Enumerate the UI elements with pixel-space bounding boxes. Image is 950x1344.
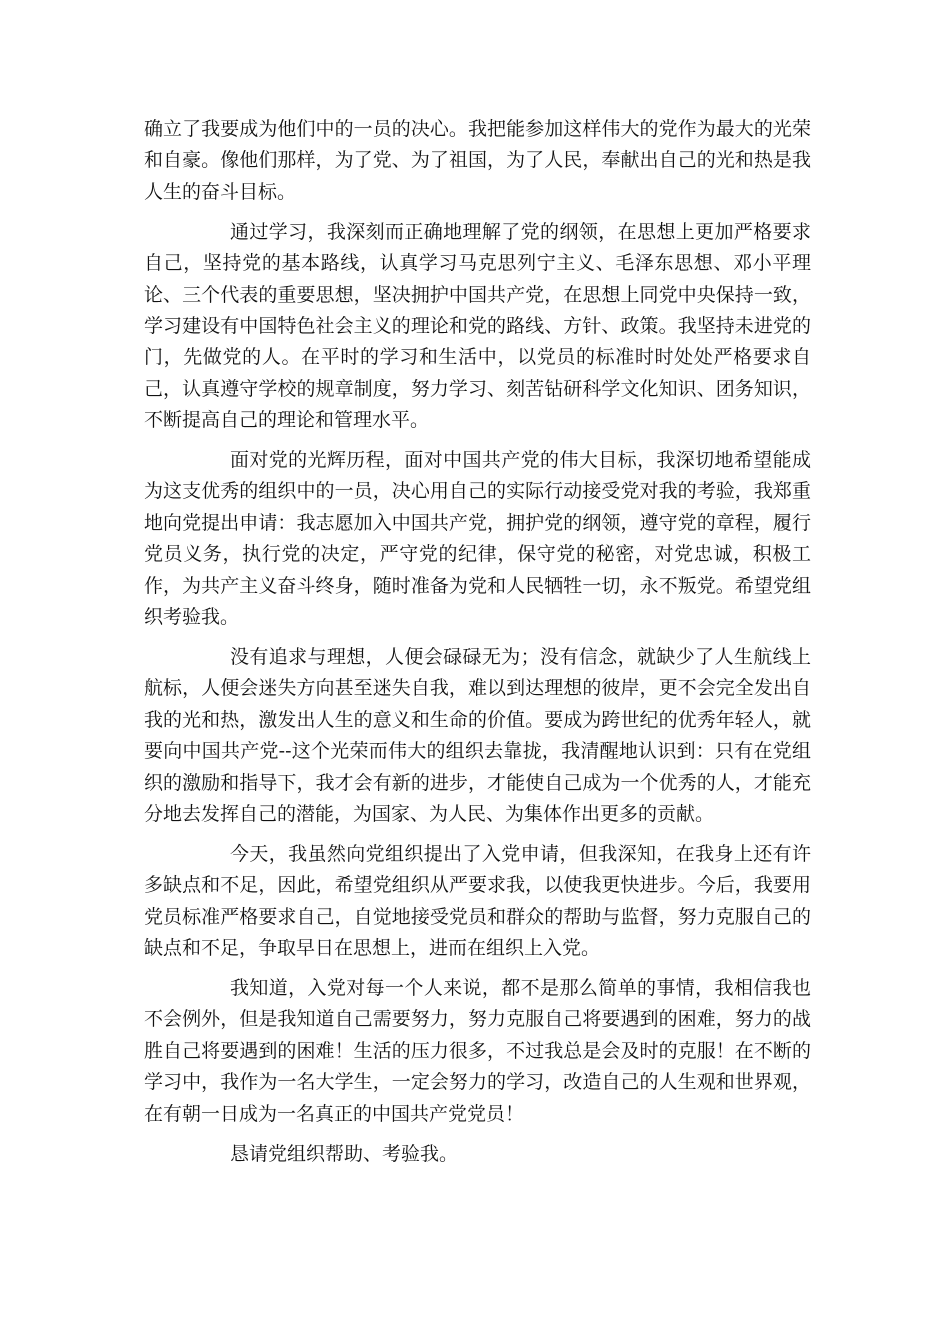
paragraph-shortcomings: 今天，我虽然向党组织提出了入党申请，但我深知，在我身上还有许多缺点和不足，因此，希望党组织从严要求我，以使我更快进步。今后，我要用党员标准严格要求自己，自觉地接受党员和群众的帮助与监督，努力克服自己的缺点和不足，争取早日在思想上，进而在组织上入党。	[144, 842, 811, 960]
paragraph-application: 面对党的光辉历程，面对中国共产党的伟大目标，我深切地希望能成为这支优秀的组织中的一员，决心用自己的实际行动接受党对我的考验，我郑重地向党提出申请：我志愿加入中国共产党，拥护党的纲领，遵守党的章程，履行党员义务，执行党的决定，严守党的纪律，保守党的秘密，对党忠诚，积极工作，为共产主义奋斗终身，随时准备为党和人民牺牲一切，永不叛党。希望党组织考验我。	[144, 449, 811, 629]
document-body	[144, 114, 811, 1179]
paragraph-closing: 恳请党组织帮助、考验我。	[230, 1142, 459, 1165]
paragraph-commitment: 我知道，入党对每一个人来说，都不是那么简单的事情，我相信我也不会例外，但是我知道自己需要努力，努力克服自己将要遇到的困难，努力的战胜自己将要遇到的困难！生活的压力很多，不过我总是会及时的克服！在不断的学习中，我作为一名大学生，一定会努力的学习，改造自己的人生观和世界观，在有朝一日成为一名真正的中国共产党党员！	[144, 977, 811, 1125]
paragraph-study: 通过学习，我深刻而正确地理解了党的纲领，在思想上更加严格要求自己，坚持党的基本路线，认真学习马克思列宁主义、毛泽东思想、邓小平理论、三个代表的重要思想，坚决拥护中国共产党，在思想上同党中央保持一致，学习建设有中国特色社会主义的理论和党的路线、方针、政策。我坚持未进党的门，先做党的人。在平时的学习和生活中，以党员的标准时时处处严格要求自己，认真遵守学校的规章制度，努力学习、刻苦钻研科学文化知识、团务知识，不断提高自己的理论和管理水平。	[144, 220, 811, 432]
paragraph-continuation: 确立了我要成为他们中的一员的决心。我把能参加这样伟大的党作为最大的光荣和自豪。像他们那样，为了党、为了祖国，为了人民，奉献出自己的光和热是我人生的奋斗目标。	[144, 118, 811, 203]
paragraph-ideals: 没有追求与理想，人便会碌碌无为；没有信念，就缺少了人生航线上航标，人便会迷失方向甚至迷失自我，难以到达理想的彼岸，更不会完全发出自我的光和热，激发出人生的意义和生命的价值。要成为跨世纪的优秀年轻人，就要向中国共产党--这个光荣而伟大的组织去靠拢，我清醒地认识到：只有在党组织的激励和指导下，我才会有新的进步，才能使自己成为一个优秀的人，才能充分地去发挥自己的潜能，为国家、为人民、为集体作出更多的贡献。	[144, 646, 811, 826]
